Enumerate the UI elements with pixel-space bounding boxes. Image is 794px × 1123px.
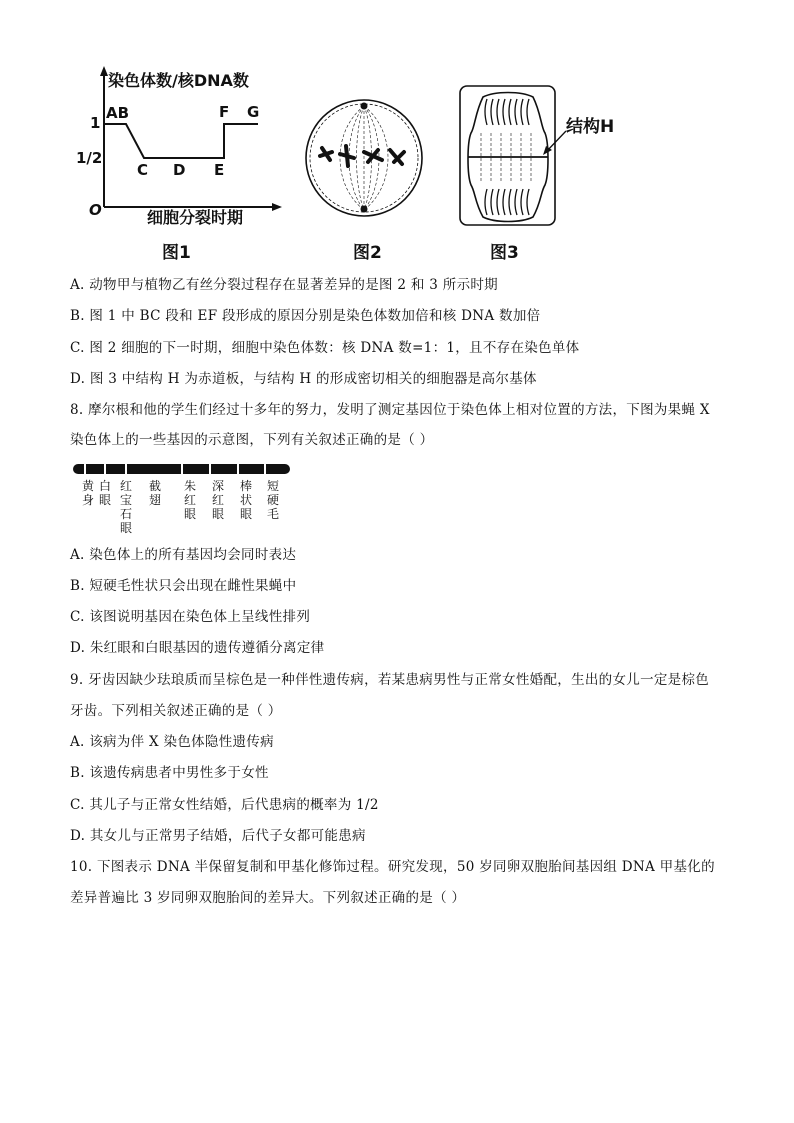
gene-label-yellow-body: 黄身 — [81, 479, 94, 507]
q8-stem-line1: 8. 摩尔根和他的学生们经过十多年的努力，发明了测定基因位于染色体上相对位置的方法，下图为果蝇 X — [70, 402, 710, 418]
fig1-point-c: C — [137, 161, 149, 179]
fig1-point-g: G — [247, 103, 260, 121]
fig1-origin: O — [89, 201, 102, 219]
gene-label-white-eye: 白眼 — [98, 479, 111, 507]
q8-option-c: C. 该图说明基因在染色体上呈线性排列 — [70, 609, 311, 625]
q9-option-a: A. 该病为伴 X 染色体隐性遗传病 — [70, 734, 274, 750]
q9-stem-line2: 牙齿。下列相关叙述正确的是（ ） — [70, 703, 282, 719]
q9-option-d: D. 其女儿与正常男子结婚，后代子女都可能患病 — [70, 828, 366, 844]
chromosome-gene-map — [72, 463, 292, 475]
q10-stem-line2: 差异普遍比 3 岁同卵双胞胎间的差异大。下列叙述正确的是（ ） — [70, 890, 466, 906]
gene-label-bar-eye: 棒状眼 — [239, 479, 252, 521]
fig1-point-d: D — [173, 161, 186, 179]
x-arrow — [272, 203, 282, 211]
q7-option-b: B. 图 1 中 BC 段和 EF 段形成的原因分别是染色体数加倍和核 DNA 数加倍 — [70, 308, 541, 324]
fig1-x-label: 细胞分裂时期 — [147, 208, 244, 227]
graph-line — [104, 124, 258, 158]
q8-stem-line2: 染色体上的一些基因的示意图，下列有关叙述正确的是（ ） — [70, 432, 434, 448]
gene-label-crimson-eye: 深红眼 — [211, 479, 224, 521]
fig1-y-label: 染色体数/核DNA数 — [108, 71, 249, 90]
chromosomes — [320, 146, 404, 166]
fig1-tick-1: 1 — [90, 114, 101, 132]
fig1-point-ab: AB — [106, 104, 130, 122]
q7-option-c: C. 图 2 细胞的下一时期，细胞中染色体数：核 DNA 数=1：1，且不存在染色单体 — [70, 340, 580, 356]
figure2-cell — [302, 96, 426, 220]
q7-option-a: A. 动物甲与植物乙有丝分裂过程存在显著差异的是图 2 和 3 所示时期 — [70, 277, 498, 293]
q9-option-b: B. 该遗传病患者中男性多于女性 — [70, 765, 269, 781]
y-arrow — [100, 66, 108, 76]
q8-option-d: D. 朱红眼和白眼基因的遗传遵循分离定律 — [70, 640, 325, 656]
fig1-caption: 图1 — [162, 243, 191, 263]
q10-stem-line1: 10. 下图表示 DNA 半保留复制和甲基化修饰过程。研究发现，50 岁同卵双胞胎间基因组 DNA 甲基化的 — [70, 859, 715, 875]
q8-option-a: A. 染色体上的所有基因均会同时表达 — [70, 547, 297, 563]
fig1-tick-half: 1/2 — [76, 149, 103, 167]
spindle-pole-bottom — [361, 206, 368, 213]
fig2-caption: 图2 — [353, 243, 382, 263]
q9-stem-line1: 9. 牙齿因缺少珐琅质而呈棕色是一种伴性遗传病，若某患病男性与正常女性婚配，生出的女儿一定是棕色 — [70, 672, 710, 688]
gene-label-short-bristle: 短硬毛 — [266, 479, 279, 521]
fig3-structure-label: 结构H — [566, 117, 615, 137]
fig1-point-f: F — [219, 103, 230, 121]
gene-label-cut-wing: 截翅 — [148, 479, 161, 507]
fig3-caption: 图3 — [490, 243, 519, 263]
fig1-point-e: E — [214, 161, 225, 179]
q8-option-b: B. 短硬毛性状只会出现在雌性果蝇中 — [70, 578, 297, 594]
gene-label-ruby-eye: 红宝石眼 — [119, 479, 132, 535]
gene-label-vermilion-eye: 朱红眼 — [183, 479, 196, 521]
q9-option-c: C. 其儿子与正常女性结婚，后代患病的概率为 1/2 — [70, 797, 379, 813]
q7-option-d: D. 图 3 中结构 H 为赤道板，与结构 H 的形成密切相关的细胞器是高尔基体 — [70, 371, 537, 387]
spindle-pole-top — [361, 103, 368, 110]
